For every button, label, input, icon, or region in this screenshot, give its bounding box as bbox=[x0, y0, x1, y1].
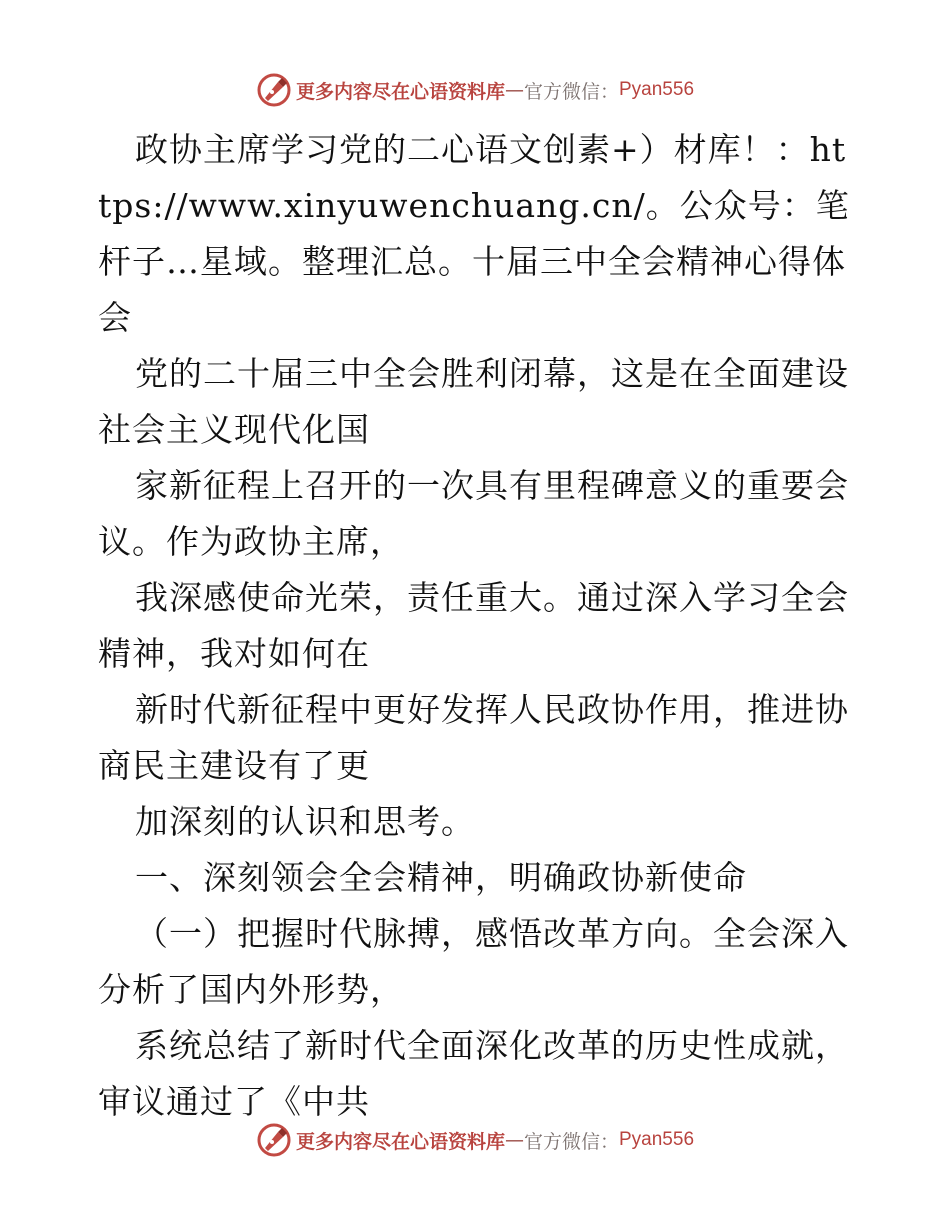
paragraph-8: 系统总结了新时代全面深化改革的历史性成就，审议通过了《中共 bbox=[98, 1026, 849, 1121]
pen-nib-logo-icon bbox=[256, 1122, 292, 1158]
banner-dash: — bbox=[504, 79, 524, 101]
banner-slogan: 更多内容尽在心语资料库 bbox=[295, 80, 505, 103]
section-heading: 一、深刻领会全会精神，明确政协新使命 bbox=[135, 858, 747, 897]
header-watermark-banner bbox=[0, 70, 950, 110]
paragraph-7: （一）把握时代脉搏，感悟改革方向。全会深入分析了国内外形势， bbox=[98, 914, 849, 1009]
paragraph-4: 我深感使命光荣，责任重大。通过深入学习全会精神，我对如何在 bbox=[98, 578, 849, 673]
paragraph-6: 加深刻的认识和思考。 bbox=[135, 802, 475, 841]
footer-watermark-banner bbox=[0, 1120, 950, 1160]
banner-slogan: 更多内容尽在心语资料库 bbox=[295, 1130, 505, 1153]
pen-nib-logo-icon bbox=[256, 72, 292, 108]
paragraph-1: 政协主席学习党的二心语文创素+）材库！：https://www.xinyuwenchuang.cn/。公众号：笔杆子…星域。整理汇总。十届三中全会精神心得体会 bbox=[98, 130, 850, 337]
paragraph-2: 党的二十届三中全会胜利闭幕，这是在全面建设社会主义现代化国 bbox=[98, 354, 849, 449]
document-body bbox=[98, 122, 858, 1130]
banner-wechat-id: Pyan556 bbox=[619, 79, 695, 100]
banner-dash: — bbox=[504, 1129, 524, 1151]
banner-wechat-label: 官方微信： bbox=[523, 1130, 619, 1153]
banner-wechat-label: 官方微信： bbox=[523, 80, 619, 103]
paragraph-5: 新时代新征程中更好发挥人民政协作用，推进协商民主建设有了更 bbox=[98, 690, 849, 785]
banner-wechat-id: Pyan556 bbox=[619, 1129, 695, 1150]
paragraph-3: 家新征程上召开的一次具有里程碑意义的重要会议。作为政协主席， bbox=[98, 466, 849, 561]
